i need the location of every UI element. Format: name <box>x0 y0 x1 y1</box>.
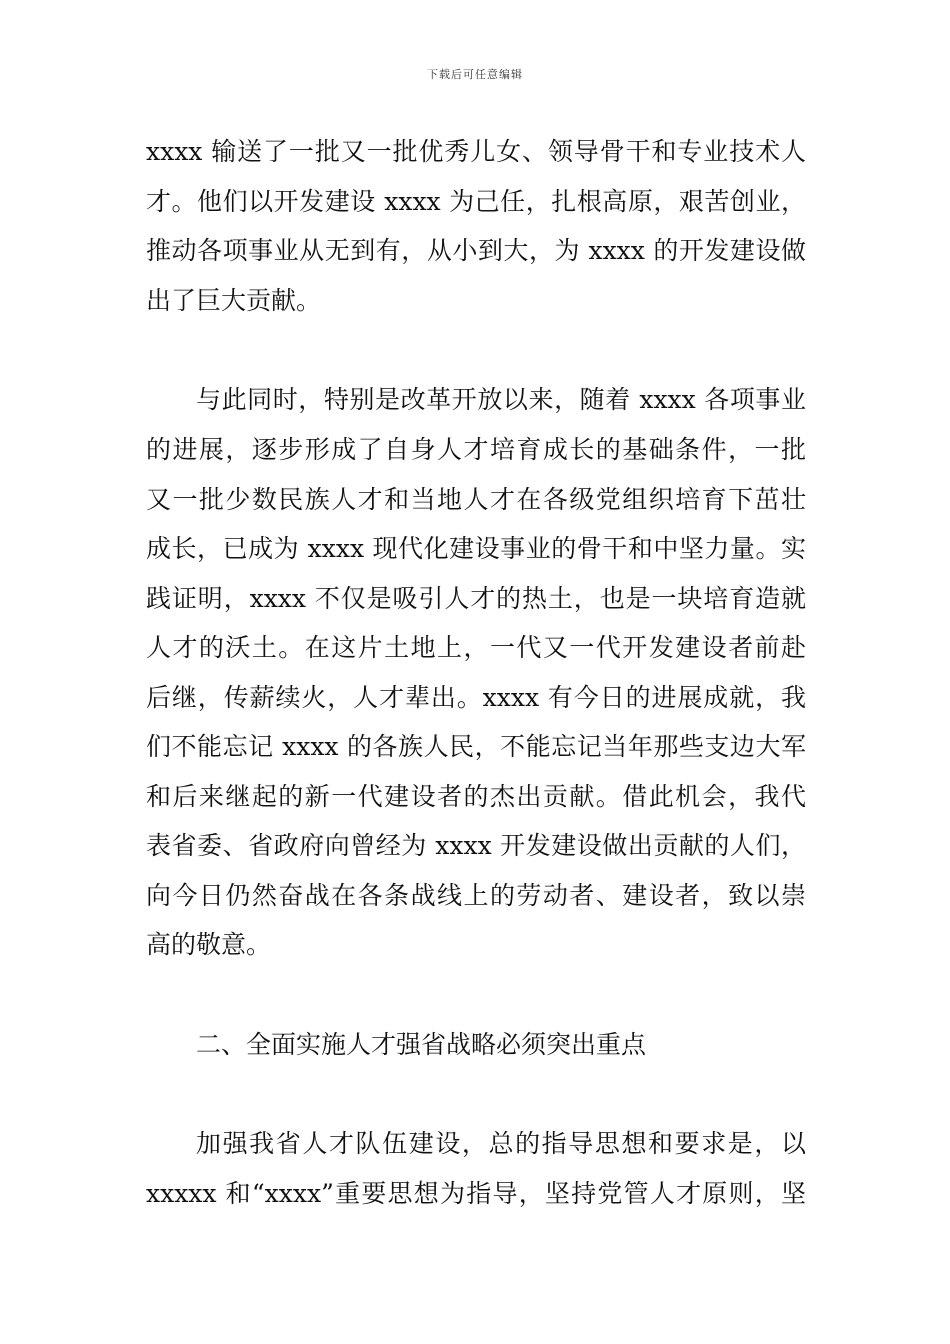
paragraph-2-line-10: 表省委、省政府向曾经为 xxxx 开发建设做出贡献的人们， <box>146 831 806 860</box>
paragraph-3-line-2: xxxxx 和“xxxx”重要思想为指导，坚持党管人才原则，坚 <box>146 1179 806 1208</box>
page-header: 下载后可任意编辑 <box>427 68 523 81</box>
paragraph-2-line-7: 后继，传薪续火，人才辈出。xxxx 有今日的进展成就，我 <box>146 683 806 712</box>
paragraph-1-line-3: 推动各项事业从无到有，从小到大，为 xxxx 的开发建设做 <box>146 236 806 265</box>
paragraph-2-line-9: 和后来继起的新一代建设者的杰出贡献。借此机会，我代 <box>146 782 806 811</box>
paragraph-2-line-12: 高的敬意。 <box>146 930 272 959</box>
section-heading: 二、全面实施人才强省战略必须突出重点 <box>196 1030 647 1059</box>
paragraph-1-line-1: xxxx 输送了一批又一批优秀儿女、领导骨干和专业技术人 <box>146 137 806 166</box>
paragraph-3-line-1: 加强我省人才队伍建设，总的指导思想和要求是，以 <box>196 1129 806 1158</box>
paragraph-2-line-5: 践证明，xxxx 不仅是吸引人才的热土，也是一块培育造就 <box>146 584 806 613</box>
paragraph-2-line-1: 与此同时，特别是改革开放以来，随着 xxxx 各项事业 <box>196 385 806 414</box>
paragraph-2-line-6: 人才的沃土。在这片土地上，一代又一代开发建设者前赴 <box>146 633 806 662</box>
paragraph-2-line-11: 向今日仍然奋战在各条战线上的劳动者、建设者，致以崇 <box>146 881 806 910</box>
paragraph-1-line-4: 出了巨大贡献。 <box>146 286 322 315</box>
paragraph-2-line-3: 又一批少数民族人才和当地人才在各级党组织培育下茁壮 <box>146 485 806 514</box>
paragraph-2-line-8: 们不能忘记 xxxx 的各族人民，不能忘记当年那些支边大军 <box>146 732 806 761</box>
paragraph-1-line-2: 才。他们以开发建设 xxxx 为己任，扎根高原，艰苦创业， <box>146 187 806 216</box>
paragraph-2-line-4: 成长，已成为 xxxx 现代化建设事业的骨干和中坚力量。实 <box>146 534 806 563</box>
paragraph-2-line-2: 的进展，逐步形成了自身人才培育成长的基础条件，一批 <box>146 435 806 464</box>
